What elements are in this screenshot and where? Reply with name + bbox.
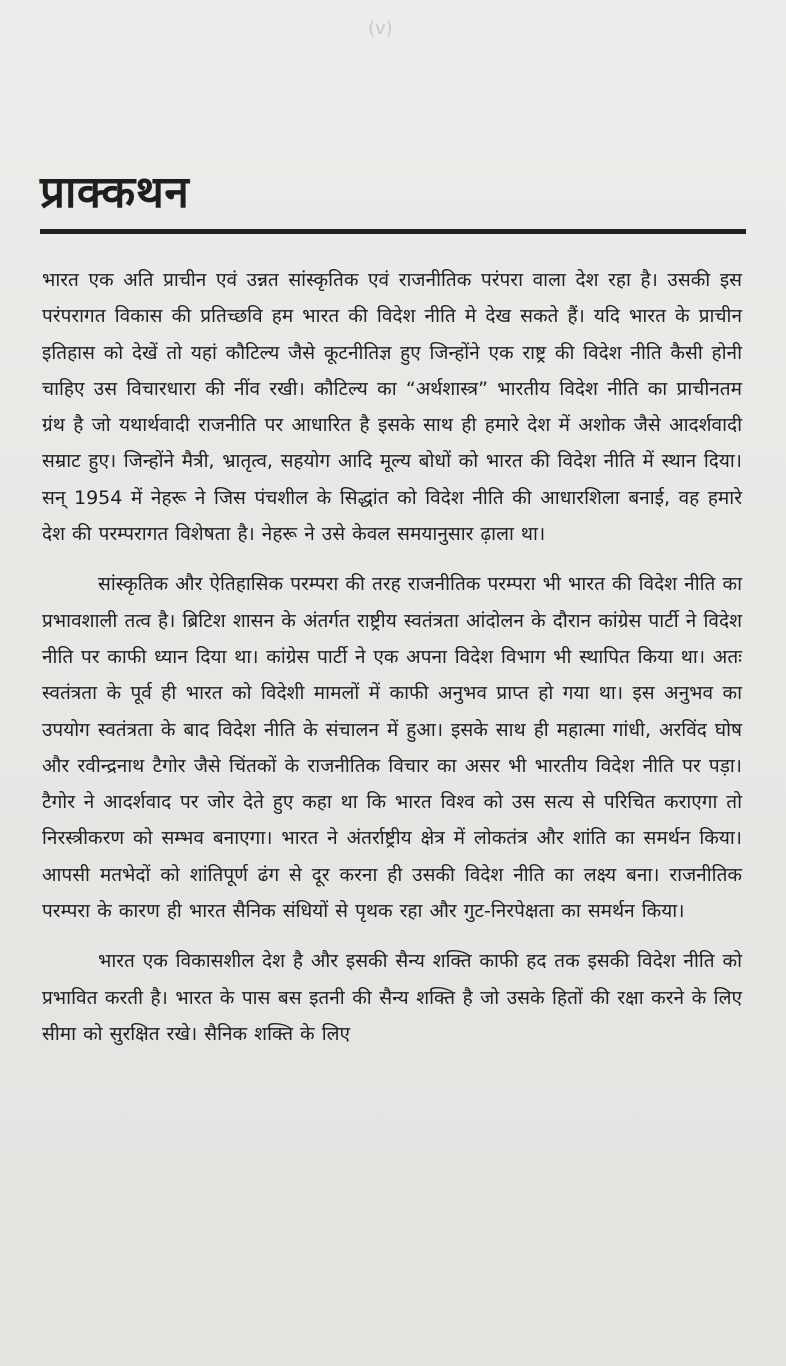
body-text — [42, 262, 742, 1052]
heading-underline-rule — [40, 229, 746, 234]
paragraph-1: भारत एक अति प्राचीन एवं उन्नत सांस्कृतिक एवं राजनीतिक परंपरा वाला देश रहा है। उसकी इस परंपरागत विकास की प्रतिच्छवि हम भारत की विदेश नीति मे देख सकते हैं। यदि भारत के प्राचीन इतिहास को देखें तो यहां कौटिल्य जैसे कूटनीतिज्ञ हुए जिन्होंने एक राष्ट्र की विदेश नीति कैसी होनी चाहिए उस विचारधारा की नींव रखी। कौटिल्य का “अर्थशास्त्र” भारतीय विदेश नीति का प्राचीनतम ग्रंथ है जो यथार्थवादी राजनीति पर आधारित है इसके साथ ही हमारे देश में अशोक जैसे आदर्शवादी सम्राट हुए। जिन्होंने मैत्री, भ्रातृत्व, सहयोग आदि मूल्य बोधों को भारत की विदेश नीति में स्थान दिया। सन् 1954 में नेहरू ने जिस पंचशील के सिद्धांत को विदेश नीति की आधारशिला बनाई, वह हमारे देश की परम्परागत विशेषता है। नेहरू ने उसे केवल समयानुसार ढ़ाला था। — [42, 269, 742, 546]
paragraph-2: सांस्कृतिक और ऐतिहासिक परम्परा की तरह राजनीतिक परम्परा भी भारत की विदेश नीति का प्रभावशाली तत्व है। ब्रिटिश शासन के अंतर्गत राष्ट्रीय स्वतंत्रता आंदोलन के दौरान कांग्रेस पार्टी ने विदेश नीति पर काफी ध्यान दिया था। कांग्रेस पार्टी ने एक अपना विदेश विभाग भी स्थापित किया था। अतः स्वतंत्रता के पूर्व ही भारत को विदेशी मामलों में काफी अनुभव प्राप्त हो गया था। इस अनुभव का उपयोग स्वतंत्रता के बाद विदेश नीति के संचालन में हुआ। इसके साथ ही महात्मा गांधी, अरविंद घोष और रवीन्द्रनाथ टैगोर जैसे चिंतकों के राजनीतिक विचार का असर भी भारतीय विदेश नीति पर पड़ा। टैगोर ने आदर्शवाद पर जोर देते हुए कहा था कि भारत विश्व को उस सत्य से परिचित कराएगा तो निरस्त्रीकरण को सम्भव बनाएगा। भारत ने अंतर्राष्ट्रीय क्षेत्र में लोकतंत्र और शांति का समर्थन किया। आपसी मतभेदों को शांतिपूर्ण ढंग से दूर करना ही उसकी विदेश नीति का लक्ष्य बना। राजनीतिक परम्परा के कारण ही भारत सैनिक संधियों से पृथक रहा और गुट-निरपेक्षता का समर्थन किया। — [42, 573, 742, 923]
page-title: प्राक्कथन — [40, 167, 190, 218]
paragraph-3: भारत एक विकासशील देश है और इसकी सैन्य शक्ति काफी हद तक इसकी विदेश नीति को प्रभावित करती है। भारत के पास बस इतनी की सैन्य शक्ति है जो उसके हितों की रक्षा करने के लिए सीमा को सुरक्षित रखे। सैनिक शक्ति के लिए — [42, 950, 742, 1045]
page-number: (v) — [368, 18, 393, 39]
